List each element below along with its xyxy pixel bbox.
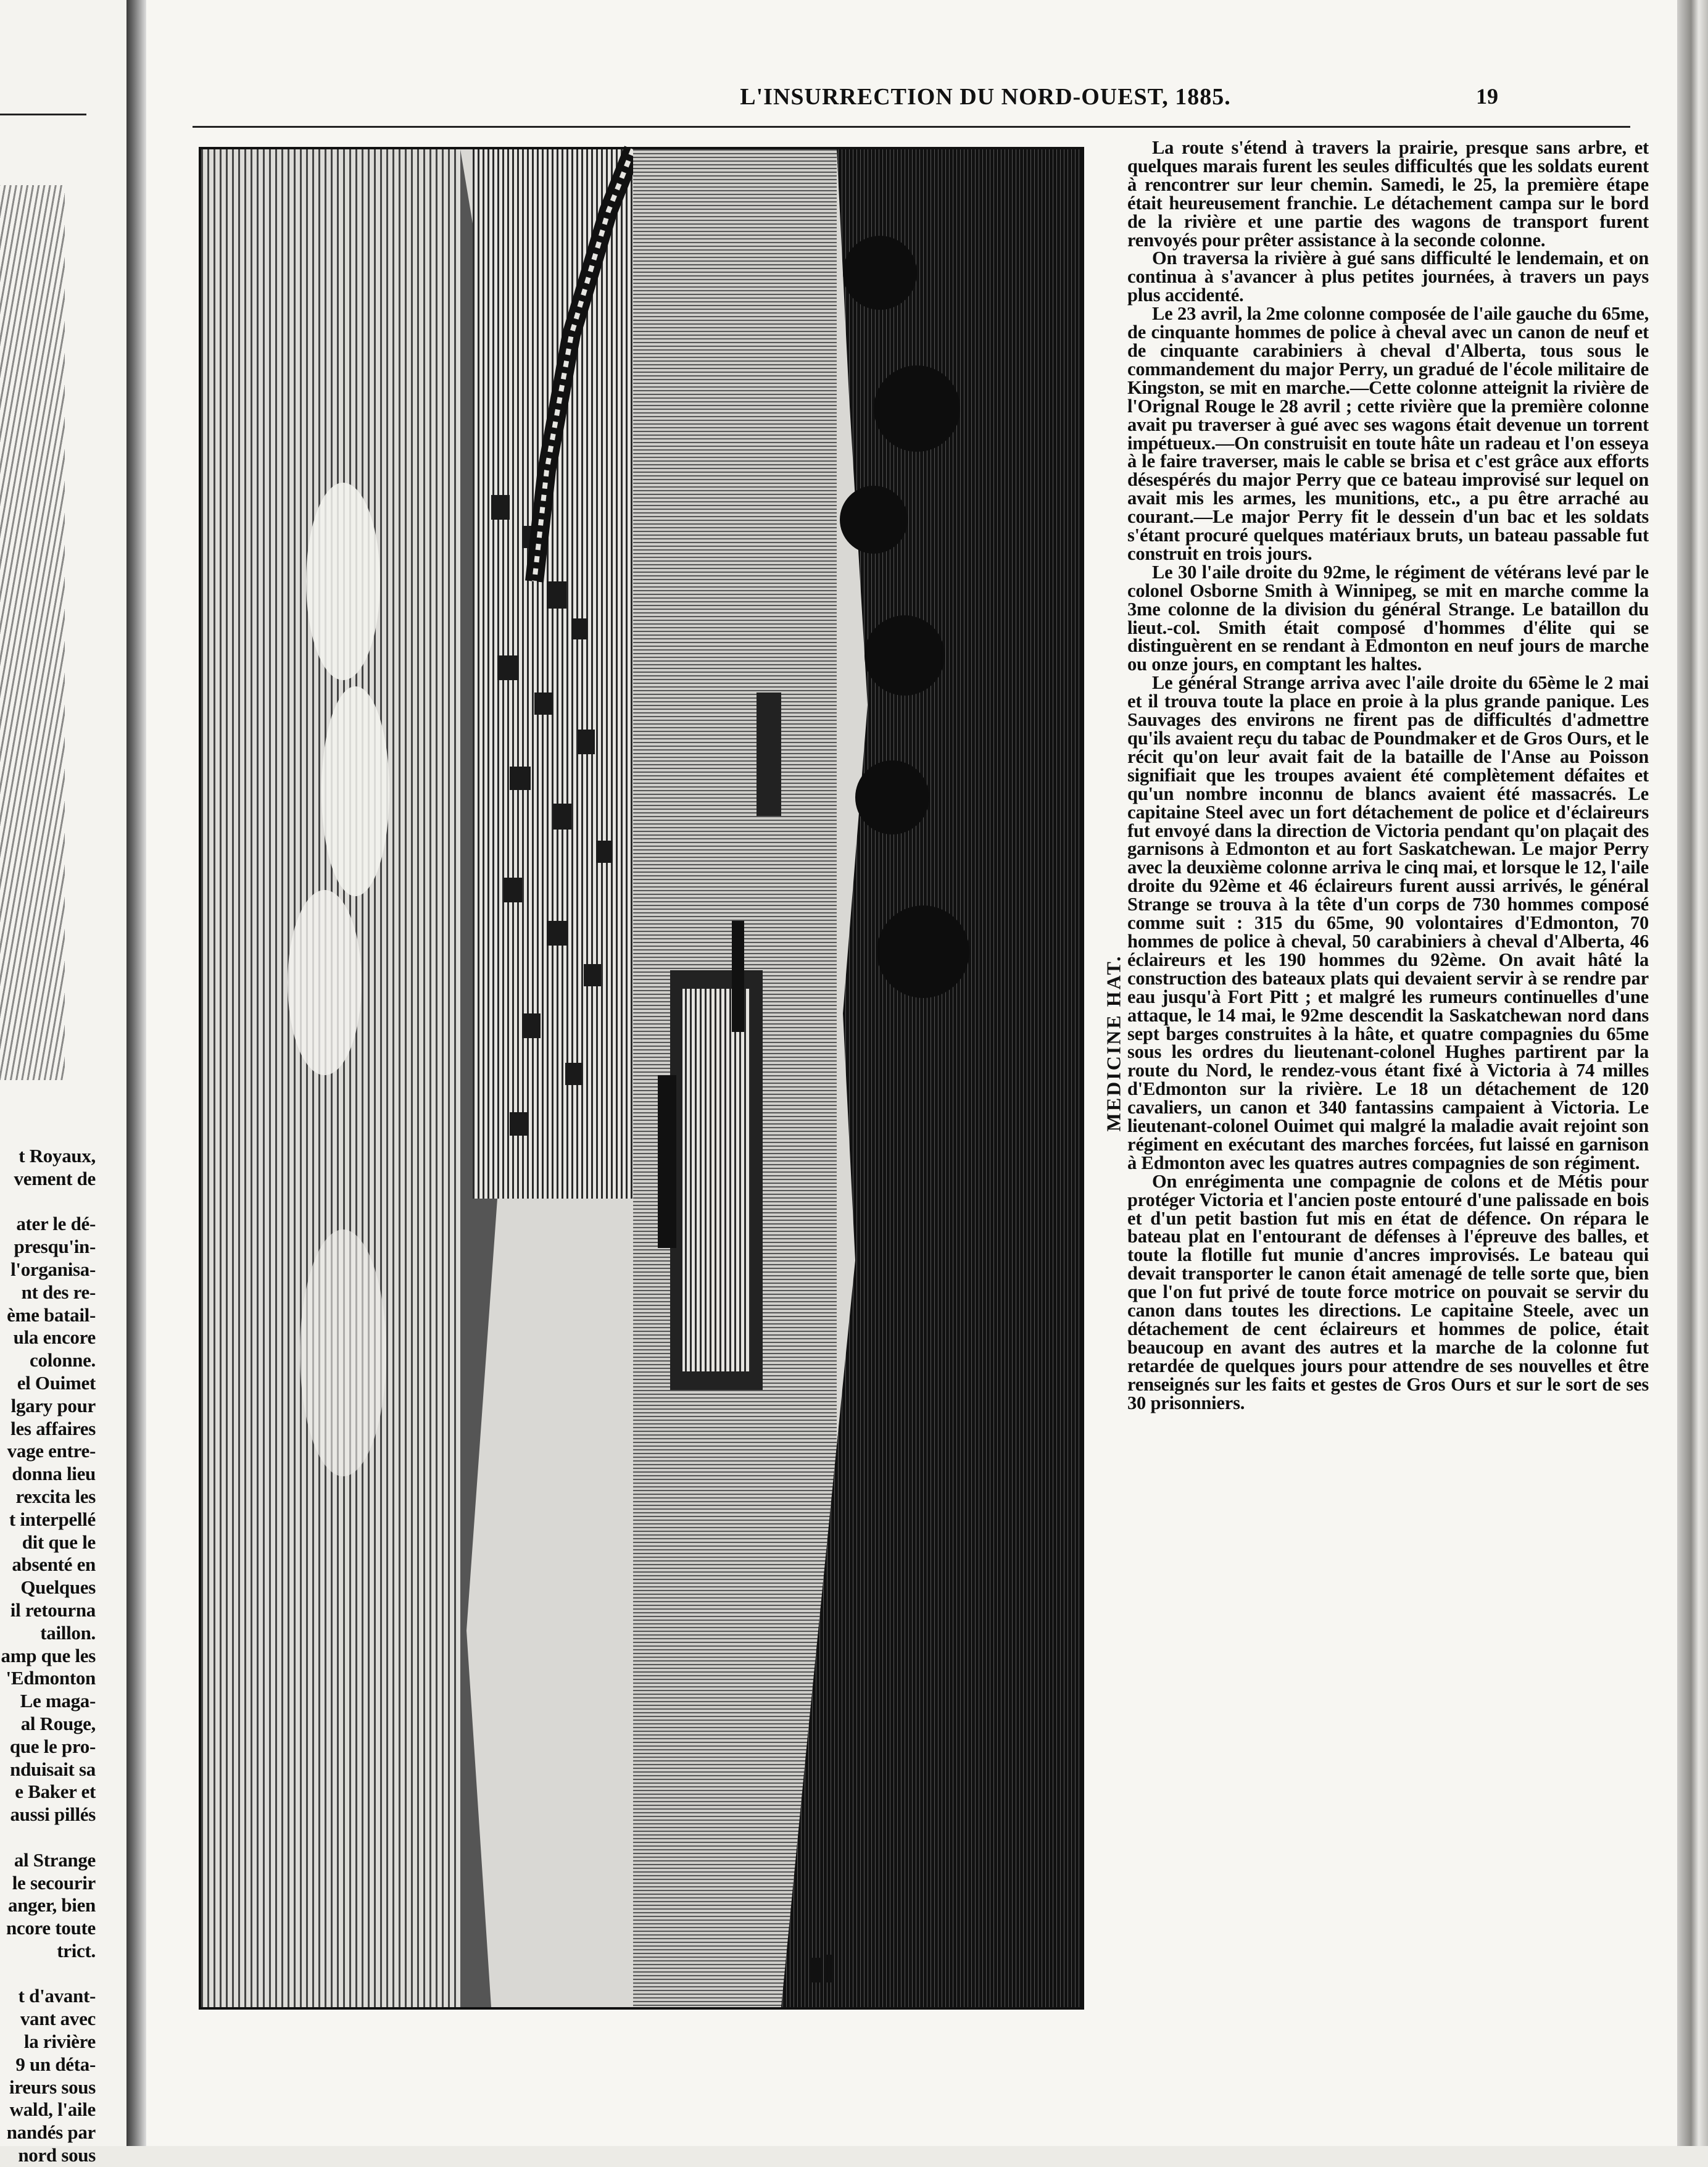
page-number: 19 [1476, 84, 1498, 109]
article-text-column [1127, 139, 1649, 1413]
previous-page-header-rule [0, 114, 86, 115]
previous-page-fragment [0, 0, 133, 2166]
illustration-caption: MEDICINE HAT. [1102, 954, 1125, 1132]
paragraph: Le 30 l'aile droite du 92me, le régiment de vétérans levé par le colonel Osborne Smith à Winnipeg, se mit en marche comme la 3me colonne de la division du général Strange. Le bataillon du lieut.-col. Smith était composé d'hommes d'élite qui se distinguèrent en se rendant à Edmonton en neuf jours de marche ou onze jours, en comptant les haltes. [1127, 561, 1649, 675]
cloud [300, 1229, 386, 1476]
previous-page-illustration-fragment [0, 185, 65, 1080]
steamboat [658, 921, 763, 1390]
page [146, 0, 1677, 2146]
cloud [288, 890, 362, 1075]
header-rule [193, 126, 1630, 128]
previous-page-text-column: t Royaux, vement de ater le dé- presqu'in- l'organisa- nt des re- ème batail- ula encore colonne. el Ouimet lgary pour les affaires vage entre- donna lieu rexcita les t interpellé dit que le absenté en Quelques il retourna taillon. amp que les 'Edmonton Le maga- al Rouge, que le pro- nduisait sa e Baker et aussi pillés al Strange le secourir anger, bien ncore toute trict. t d'avant- vant avec la rivière 9 un déta- ireurs sous wald, l'aile nandés par nord sous [1, 1145, 96, 2166]
book-spine-gutter [126, 0, 146, 2146]
small-boat [757, 693, 781, 816]
paragraph: Le 23 avril, la 2me colonne composée de l'aile gauche du 65me, de cinquante hommes de police à cheval avec un canon de neuf et de cinquante carabiniers à cheval d'Alberta, tous sous le commandement du major Perry, un gradué de l'école militaire de Kingston, se mit en marche.—Cette colonne atteignit la rivière de l'Orignal Rouge le 28 avril ; cette rivière que la première colonne avait pu traverser à gué avec ses wagons était devenue un torrent impétueux.—On construisit en toute hâte un radeau et l'on esseya à le faire traverser, mais le cable se brisa et c'est grâce aux efforts désespérés du major Perry que ce bateau improvisé sur lequel on avait mis les armes, les munitions, etc., a pu être arraché au courant.—Le major Perry fit le dessein d'un bac et les soldats s'étant procuré quelques matériaux bruts, un bateau passable fut construit en trois jours. [1127, 303, 1649, 564]
paragraph: On traversa la rivière à gué sans difficulté le lendemain, et on continua à s'avancer à plus petites journées, à travers un pays plus accidenté. [1127, 247, 1649, 306]
paragraph: On enrégimenta une compagnie de colons et de Métis pour protéger Victoria et l'ancien poste entouré d'une palissade en bois et d'un petit bastion fut mis en état de défence. On répara le bateau plat en l'entourant de défenses à l'épreuve des balles, et toute la flotille fut munie d'ancres improvisés. Le bateau qui devait transporter le canon était amenagé de telle sorte que, bien que l'on fut privé de toute force motrice on pouvait se servir du canon dans toutes les directions. Le capitaine Steele, avec un détachement de cent éclaireurs et hommes de police, était beaucoup en avant des autres et la marche de la colonne fut retardée de quelques jours pour attendre de ses nouvelles et être renseignés sur les faits et gestes de Gros Ours et sur le sort de ses 30 prisonniers. [1127, 1170, 1649, 1413]
page-right-edge [1677, 0, 1708, 2146]
running-title: L'INSURRECTION DU NORD-OUEST, 1885. [740, 84, 1231, 110]
cloud [321, 686, 389, 896]
paragraph: La route s'étend à travers la prairie, presque sans arbre, et quelques marais furent les seules difficultés que les soldats eurent à rencontrer sur leur chemin. Samedi, le 25, la première étape était heureusement franchie. Le détachement campa sur le bord de la rivière et une partie des wagons de transport furent renvoyés pour prêter assistance à la seconde colonne. [1127, 137, 1649, 251]
town-area [473, 149, 633, 1199]
cloud [306, 483, 380, 680]
paragraph: Le général Strange arriva avec l'aile droite du 65ème le 2 mai et il trouva toute la place en proie à la plus grande panique. Les Sauvages des environs ne firent pas de difficultés d'admettre qu'ils avaient reçu du tabac de Poundmaker et de Gros Ours, et le récit qu'on leur avait fait de la bataille de l'Anse au Poisson signifiait que les troupes avaient été complètement défaites et qu'un nombre inconnu de blancs avaient été massacrés. Le capitaine Steel avec un fort détachement de police et d'éclaireurs fut envoyé dans la direction de Victoria pendant qu'on plaçait des garnisons à Edmonton et au fort Saskatchewan. Le major Perry avec la deuxième colonne arriva le cinq mai, et lorsque le 12, l'aile droite du 92ème et 46 éclaireurs furent aussi arrivés, le général Strange se trouva à la tête d'un corps de 730 hommes composé comme suit : 315 du 65me, 90 volontaires d'Edmonton, 70 hommes de police à cheval, 50 carabiniers à cheval d'Alberta, 46 éclaireurs et les 190 hommes du 92ème. On avait hâté la construction des bateaux plats qui devaient servir à se rendre par eau jusqu'à Fort Pitt ; et malgré les rumeurs continuelles d'une attaque, le 14 mai, le 92me descendit la Saskatchewan nord dans sept barges construites à la hâte, et quatre compagnies du 65me sous les ordres du lieutenant-colonel Hughes partirent par la route du Nord, le rendez-vous étant fixé à Victoria à 74 milles d'Edmonton sur la rivière. Le 18 un détachement de 120 cavaliers, un canon et 340 fantassins campaient à Victoria. Le lieutenant-colonel Ouimet qui malgré la maladie avait rejoint son régiment en exécutant des marches forcées, fut laissé en garnison à Edmonton avec les quatres autres compagnies de son régiment. [1127, 672, 1649, 1173]
engraving-illustration [199, 147, 1084, 2010]
sky-area [201, 149, 460, 2007]
